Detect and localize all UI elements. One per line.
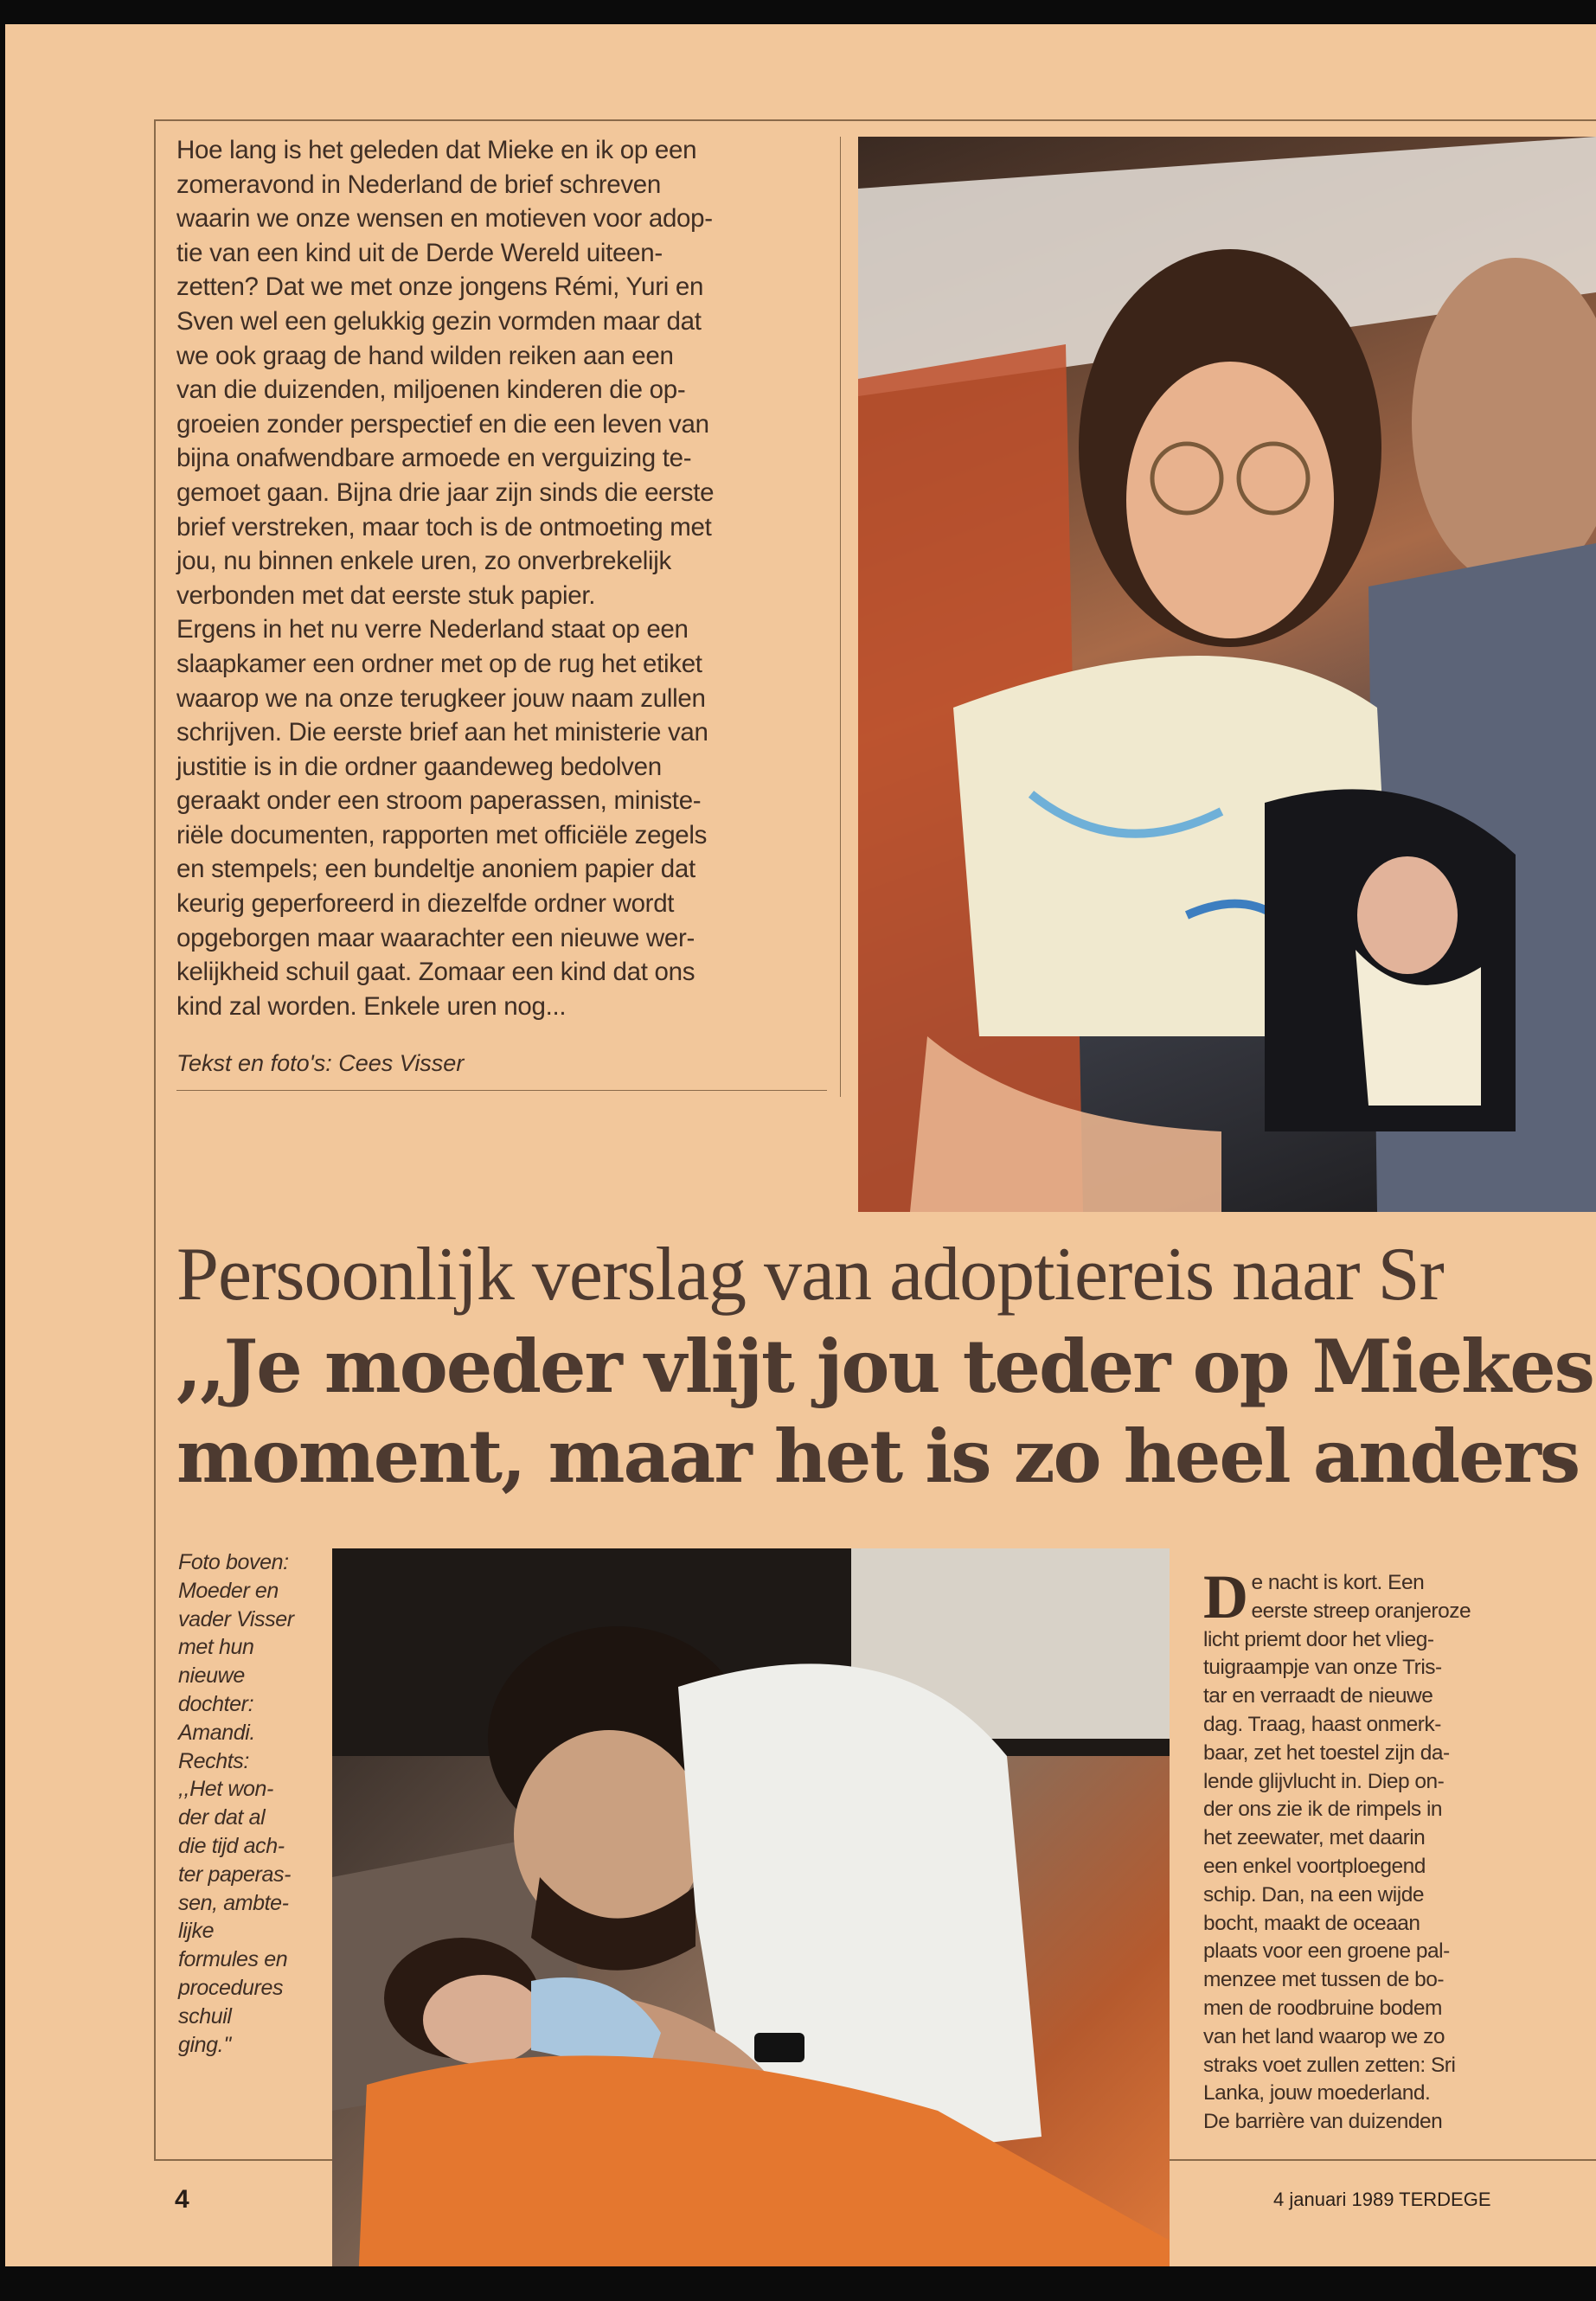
body-line: licht priemt door het vlieg- (1203, 1627, 1434, 1651)
column-rule (840, 137, 841, 1097)
body-line: een enkel voortploegend (1203, 1854, 1426, 1878)
intro-line: kelijkheid schuil gaat. Zomaar een kind dat ons (176, 958, 695, 987)
intro-line: waarop we na onze terugkeer jouw naam zullen (176, 683, 706, 713)
intro-line: bijna onafwendbare armoede en verguizing te- (176, 444, 692, 473)
photo-credit: Tekst en foto's: Cees Visser (176, 1050, 465, 1076)
caption-line: ,,Het won- (178, 1777, 273, 1802)
caption-line: Foto boven: (178, 1550, 289, 1574)
kicker-headline: Persoonlijk verslag van adoptiereis naar Sr (176, 1233, 1444, 1317)
body-line: schip. Dan, na een wijde (1203, 1882, 1424, 1907)
magazine-page (5, 24, 1596, 2266)
drop-cap: D (1203, 1562, 1248, 1631)
intro-line: we ook graag de hand wilden reiken aan een (176, 341, 674, 370)
body-line: men de roodbruine bodem (1203, 1996, 1442, 2020)
body-line: plaats voor een groene pal- (1203, 1939, 1450, 1964)
intro-line: keurig geperforeerd in diezelfde ordner wordt (176, 889, 675, 919)
body-line: het zeewater, met daarin (1203, 1826, 1426, 1850)
caption-line: vader Visser (178, 1606, 294, 1631)
headline-line: ,,Je moeder vlijt jou teder op Miekes (176, 1324, 1593, 1409)
body-line: lende glijvlucht in. Diep on- (1203, 1769, 1445, 1793)
left-rule (154, 119, 156, 2161)
caption-line: sen, ambte- (178, 1890, 289, 1915)
intro-line: tie van een kind uit de Derde Wereld uiteen- (176, 238, 663, 267)
body-line: menzee met tussen de bo- (1203, 1968, 1445, 1992)
intro-line: Sven wel een gelukkig gezin vormden maar dat (176, 306, 702, 336)
caption-line: procedures (178, 1975, 284, 2000)
intro-line: van die duizenden, miljoenen kinderen die op- (176, 375, 686, 405)
caption-line: Moeder en (178, 1578, 279, 1603)
caption-line: nieuwe (178, 1663, 245, 1689)
intro-line: geraakt onder een stroom paperassen, ministe- (176, 786, 702, 816)
body-line: der ons zie ik de rimpels in (1203, 1798, 1443, 1822)
intro-line: groeien zonder perspectief en die een leven van (176, 409, 709, 439)
body-line: van het land waarop we zo (1203, 2024, 1445, 2048)
caption-line: formules en (178, 1947, 288, 1972)
caption-line: schuil (178, 2003, 232, 2029)
intro-line: Ergens in het nu verre Nederland staat op een (176, 615, 689, 644)
intro-line: opgeborgen maar waarachter een nieuwe wer- (176, 923, 695, 952)
caption-line: Rechts: (178, 1748, 249, 1773)
intro-line: verbonden met dat eerste stuk papier. (176, 580, 596, 610)
intro-line: zetten? Dat we met onze jongens Rémi, Yuri en (176, 272, 704, 302)
caption-line: der dat al (178, 1805, 266, 1830)
main-headline (176, 1322, 1595, 1502)
body-line: straks voet zullen zetten: Sri (1203, 2053, 1456, 2077)
intro-line: zomeravond in Nederland de brief schreven (176, 170, 661, 199)
father-baby-illustration (332, 1548, 1170, 2266)
top-rule (154, 119, 1596, 121)
caption-line: ging.'' (178, 2032, 231, 2057)
body-line: bocht, maakt de oceaan (1203, 1911, 1420, 1935)
body-line: eerste streep oranjeroze (1251, 1599, 1471, 1623)
caption-line: lijke (178, 1919, 215, 1944)
body-line: De barrière van duizenden (1203, 2110, 1443, 2134)
body-line: Lanka, jouw moederland. (1203, 2081, 1431, 2106)
intro-line: gemoet gaan. Bijna drie jaar zijn sinds die eerste (176, 478, 715, 507)
body-line: tar en verraadt de nieuwe (1203, 1684, 1433, 1708)
credit-rule (176, 1090, 827, 1091)
caption-line: die tijd ach- (178, 1833, 285, 1858)
body-line: tuigraampje van onze Tris- (1203, 1656, 1442, 1680)
intro-line: Hoe lang is het geleden dat Mieke en ik op een (176, 136, 697, 164)
headline-line: moment, maar het is zo heel anders (176, 1413, 1580, 1499)
photo-caption (178, 1548, 321, 2059)
intro-line: kind zal worden. Enkele uren nog... (176, 991, 567, 1021)
caption-line: Amandi. (178, 1720, 255, 1745)
father-baby-photo (332, 1548, 1170, 2266)
intro-text (176, 133, 827, 1023)
intro-line: en stempels; een bundeltje anoniem papier dat (176, 855, 695, 884)
page-number: 4 (175, 2185, 189, 2214)
intro-line: justitie is in die ordner gaandeweg bedolven (176, 752, 662, 781)
article-body (1203, 1562, 1593, 2137)
intro-line: waarin we onze wensen en motieven voor adop- (176, 204, 713, 234)
intro-line: schrijven. Die eerste brief aan het ministerie van (176, 718, 708, 747)
intro-line: slaapkamer een ordner met op de rug het etiket (176, 649, 702, 678)
issue-date: 4 januari 1989 TERDEGE (1273, 2189, 1491, 2210)
family-photo (858, 137, 1596, 1212)
caption-line: met hun (178, 1635, 254, 1660)
body-line: e nacht is kort. Een (1251, 1571, 1425, 1594)
intro-line: jou, nu binnen enkele uren, zo onverbrekelijk (176, 547, 671, 576)
body-line: dag. Traag, haast onmerk- (1203, 1712, 1441, 1736)
caption-line: ter paperas- (178, 1862, 291, 1887)
caption-line: dochter: (178, 1691, 254, 1716)
intro-line: riële documenten, rapporten met officiële zegels (176, 820, 708, 849)
body-line: baar, zet het toestel zijn da- (1203, 1740, 1450, 1765)
intro-line: brief verstreken, maar toch is de ontmoeting met (176, 512, 712, 542)
family-photo-illustration (858, 137, 1596, 1212)
